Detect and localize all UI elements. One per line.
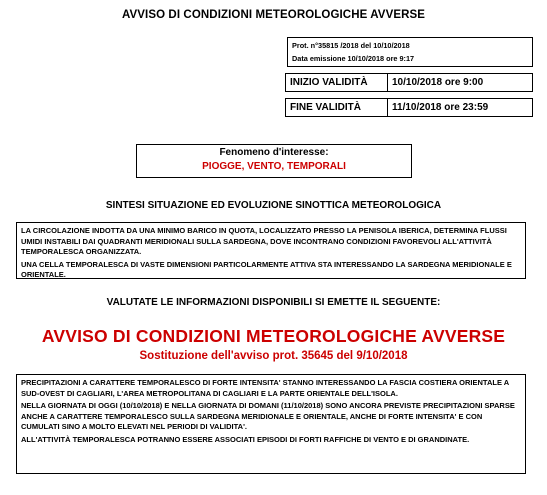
synopsis-box xyxy=(16,222,526,279)
validity-start-value: 10/10/2018 ore 9:00 xyxy=(392,77,484,88)
notice-paragraph: ALL'ATTIVITÀ TEMPORALESCA POTRANNO ESSERE ASSOCIATI EPISODI DI FORTI RAFFICHE DI VENTO E DI GRANDINATE. xyxy=(21,434,470,444)
emission-date: Data emissione 10/10/2018 ore 9:17 xyxy=(292,54,415,63)
notice-paragraph: NELLA GIORNATA DI OGGI (10/10/2018) E NELLA GIORNATA DI DOMANI (11/10/2018) SONO ANCORA PREVISTE PRECIPITAZIONI SPARSE ANCHE A CARATTERE TEMPORALESCO SULLA SARDEGNA MERIDIONALE E ORIENTALE, ANCHE DI FORTE INTENSITA' E CON CUMULATI SINO A MOLTO ELEVATI NEL PERIODI DI VALIDITA'. xyxy=(21,401,515,431)
validity-start-label: INIZIO VALIDITÀ xyxy=(290,77,368,88)
phenomenon-label: Fenomeno d'interesse: xyxy=(219,147,329,158)
phenomenon-box xyxy=(136,144,412,178)
notice-intro: VALUTATE LE INFORMAZIONI DISPONIBILI SI EMETTE IL SEGUENTE: xyxy=(106,297,441,308)
validity-start-box xyxy=(285,73,533,92)
notice-paragraph: PRECIPITAZIONI A CARATTERE TEMPORALESCO DI FORTE INTENSITA' STANNO INTERESSANDO LA FASCIA COSTIERA ORIENTALE A SUD-OVEST DI CAGLIARI, L'AREA METROPOLITANA DI CAGLIARI E LA PARTE ORIENTALE DELL'ISOLA. xyxy=(21,378,509,398)
notice-box xyxy=(16,374,526,474)
document-title: AVVISO DI CONDIZIONI METEOROLOGICHE AVVERSE xyxy=(121,9,426,21)
protocol-box xyxy=(287,37,533,67)
synopsis-heading: SINTESI SITUAZIONE ED EVOLUZIONE SINOTTICA METEOROLOGICA xyxy=(105,200,442,211)
synopsis-paragraph: LA CIRCOLAZIONE INDOTTA DA UNA MINIMO BARICO IN QUOTA, LOCALIZZATO PRESSO LA PENISOLA IBERICA, DETERMINA FLUSSI UMIDI INSTABILI DAI QUADRANTI MERIDIONALI SULLA SARDEGNA, DOVE INCONTRANO CONDIZIONI FAVOREVOLI ALL'ATTIVITÀ TEMPORALESCA ORGANIZZATA. xyxy=(21,226,507,256)
protocol-number: Prot. n°35815 /2018 del 10/10/2018 xyxy=(292,41,410,50)
divider xyxy=(387,74,388,91)
divider xyxy=(387,99,388,116)
validity-end-label: FINE VALIDITÀ xyxy=(290,102,361,113)
phenomenon-value: PIOGGE, VENTO, TEMPORALI xyxy=(202,161,346,172)
notice-title: AVVISO DI CONDIZIONI METEOROLOGICHE AVVERSE xyxy=(41,326,506,346)
validity-end-box xyxy=(285,98,533,117)
validity-end-value: 11/10/2018 ore 23:59 xyxy=(392,102,489,113)
notice-subtitle: Sostituzione dell'avviso prot. 35645 del 9/10/2018 xyxy=(139,350,408,362)
synopsis-paragraph: UNA CELLA TEMPORALESCA DI VASTE DIMENSIONI PARTICOLARMENTE ATTIVA STA INTERESSANDO LA SARDEGNA MERIDIONALE E ORIENTALE. xyxy=(21,259,512,279)
